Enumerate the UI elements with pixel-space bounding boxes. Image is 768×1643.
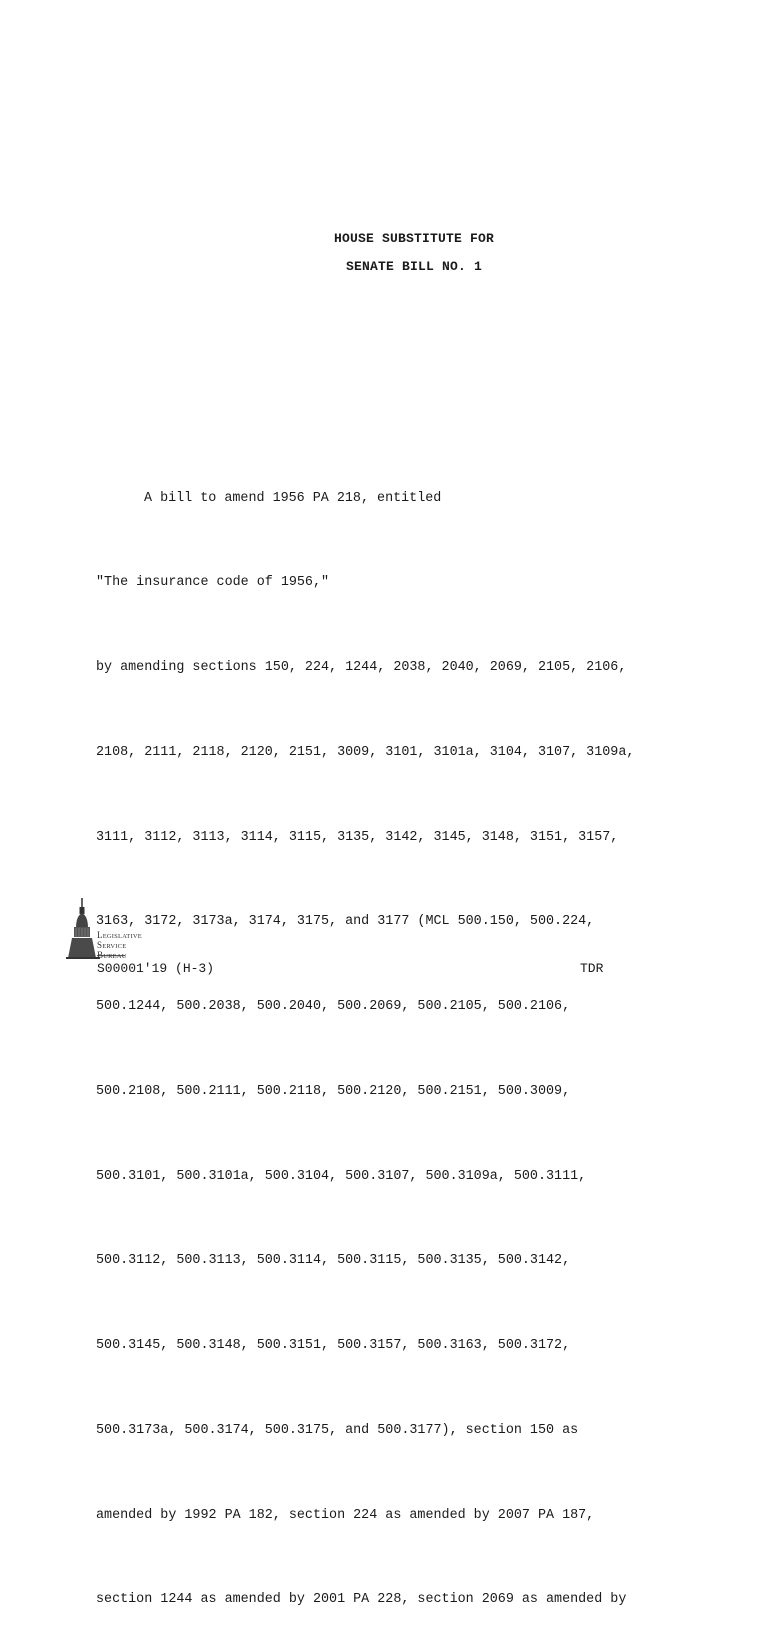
body-line: 500.1244, 500.2038, 500.2040, 500.2069, 500.2105, 500.2106, bbox=[96, 999, 571, 1014]
body-line: 500.3112, 500.3113, 500.3114, 500.3115, 500.3135, 500.3142, bbox=[96, 1253, 571, 1269]
body-line: A bill to amend 1956 PA 218, entitled bbox=[144, 490, 442, 506]
bill-body bbox=[96, 428, 634, 1643]
bill-code: S00001'19 (H-3) bbox=[97, 961, 215, 976]
body-line: 500.3173a, 500.3174, 500.3175, and 500.3177), section 150 as bbox=[96, 1422, 579, 1438]
body-line: 3163, 3172, 3173a, 3174, 3175, and 3177 (MCL 500.150, 500.224, bbox=[96, 914, 595, 930]
body-line: 2108, 2111, 2118, 2120, 2151, 3009, 3101, 3101a, 3104, 3107, 3109a, bbox=[96, 744, 635, 760]
body-line: section 1244 as amended by 2001 PA 228, section 2069 as amended by bbox=[96, 1592, 627, 1608]
body-line: by amending sections 150, 224, 1244, 2038, 2040, 2069, 2105, 2106, bbox=[96, 660, 627, 675]
lsb-logo-text: LEGISLATIVE SERVICE BUREAU bbox=[97, 930, 142, 960]
body-line: 3111, 3112, 3113, 3114, 3115, 3135, 3142, 3145, 3148, 3151, 3157, bbox=[96, 829, 619, 845]
body-line: 500.3145, 500.3148, 500.3151, 500.3157, 500.3163, 500.3172, bbox=[96, 1338, 571, 1353]
bill-title-line-1: HOUSE SUBSTITUTE FOR bbox=[333, 231, 495, 246]
body-line: 500.3101, 500.3101a, 500.3104, 500.3107, 500.3109a, 500.3111, bbox=[96, 1168, 587, 1184]
body-line: 500.2108, 500.2111, 500.2118, 500.2120, 500.2151, 500.3009, bbox=[96, 1083, 571, 1099]
drafter-initials: TDR bbox=[580, 961, 604, 976]
body-line: "The insurance code of 1956," bbox=[96, 575, 330, 591]
bill-title-line-2: SENATE BILL NO. 1 bbox=[345, 259, 483, 274]
body-line: amended by 1992 PA 182, section 224 as amended by 2007 PA 187, bbox=[96, 1507, 595, 1523]
